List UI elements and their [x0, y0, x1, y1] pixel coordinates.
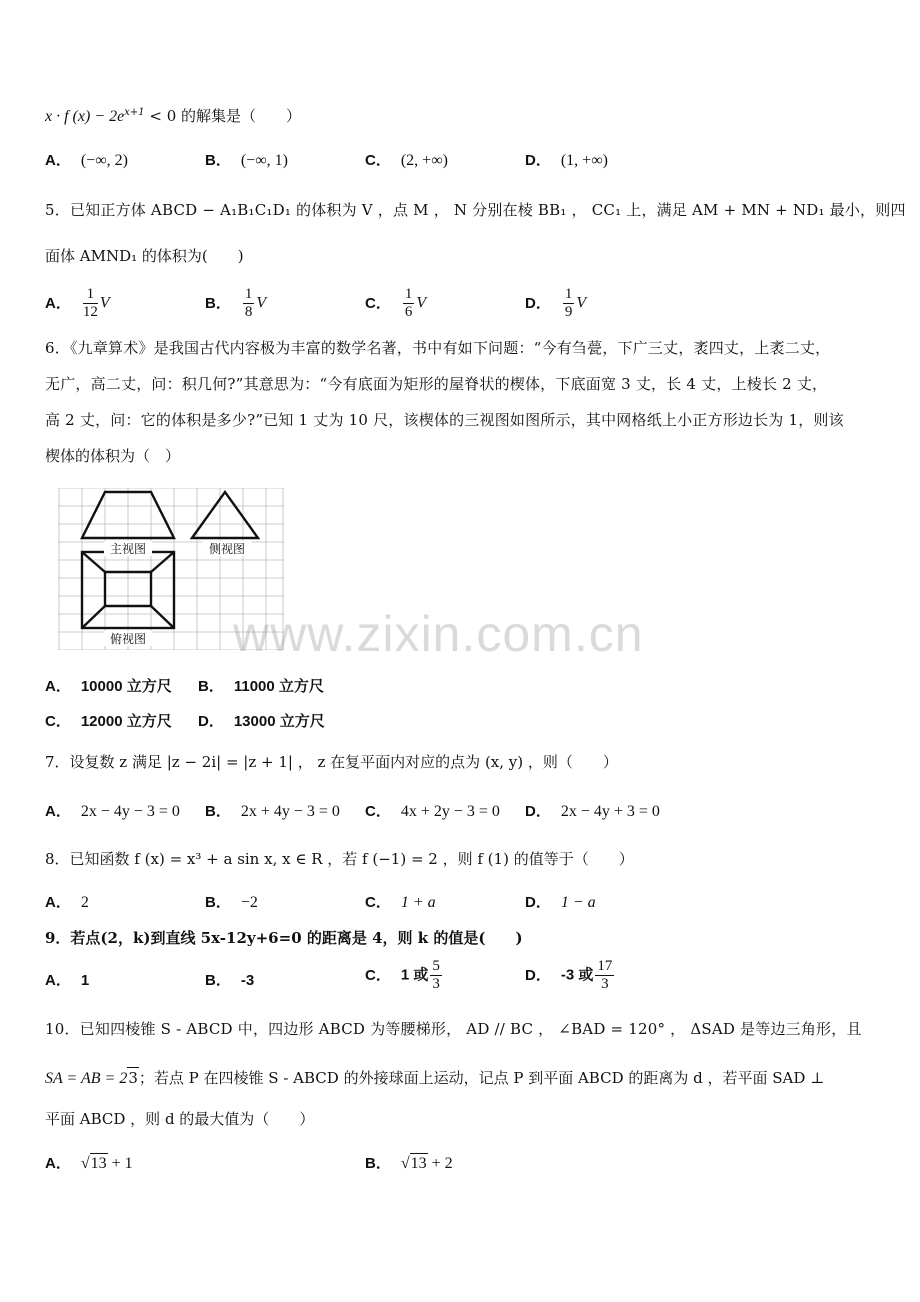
q5-option-c[interactable]	[365, 286, 426, 321]
fraction	[430, 958, 442, 993]
fraction	[563, 286, 575, 321]
option-text: (1, +∞)	[560, 152, 608, 169]
q6-line-3: 高 2 丈，问：它的体积是多少?”已知 1 丈为 10 尺，该楔体的三视图如图所示，其中网格纸上小正方形边长为 1，则该	[45, 411, 844, 429]
q6-option-a[interactable]	[45, 676, 172, 697]
q4-stem	[45, 103, 301, 127]
option-var: V	[256, 294, 267, 312]
fraction	[595, 958, 614, 993]
q4-option-d[interactable]	[525, 150, 608, 171]
option-text: 12000 立方尺	[80, 713, 172, 730]
option-text: 2x − 4y − 3 = 0	[80, 803, 180, 820]
option-label: C．	[365, 894, 391, 911]
option-text: 13000 立方尺	[233, 713, 325, 730]
top-view-label: 俯视图	[109, 632, 147, 646]
q5-line-2: 面体 AMND₁ 的体积为( )	[45, 247, 244, 265]
option-label: C．	[45, 713, 71, 730]
q10-line-2	[45, 1067, 824, 1089]
q10-line-3: 平面 ABCD ，则 d 的最大值为（ ）	[45, 1110, 315, 1128]
q4-stem-sup: x+1	[124, 107, 145, 118]
fraction	[403, 286, 415, 321]
option-text: 1	[80, 972, 90, 989]
option-text: 1 或	[400, 966, 429, 984]
q4-option-a[interactable]	[45, 150, 128, 171]
side-view-label: 侧视图	[208, 542, 246, 556]
q10-option-a[interactable]	[45, 1153, 133, 1174]
q8-option-a[interactable]	[45, 892, 89, 913]
fraction-denominator: 6	[404, 304, 413, 320]
q6-line-2: 无广，高二丈，问：积几何?”其意思为：“今有底面为矩形的屋脊状的楔体，下底面宽 3 丈，长 4 丈，上棱长 2 丈，	[45, 375, 828, 393]
q7-option-b[interactable]	[205, 801, 340, 822]
option-var: V	[416, 294, 427, 312]
option-label: A．	[45, 152, 71, 169]
q5-option-a[interactable]	[45, 286, 110, 321]
option-var: V	[99, 294, 110, 312]
q6-option-d[interactable]	[198, 711, 325, 732]
q9-stem: 9．若点(2，k)到直线 5x-12y+6=0 的距离是 4，则 k 的值是( )	[45, 929, 523, 947]
option-label: B．	[205, 803, 231, 820]
option-label: A．	[45, 678, 71, 695]
option-label: A．	[45, 294, 71, 312]
option-text: 1 + a	[400, 894, 436, 911]
option-label: C．	[365, 803, 391, 820]
q6-option-c[interactable]	[45, 711, 172, 732]
fraction-numerator: 1	[244, 286, 253, 302]
q10-line-2-tail: ；若点 P 在四棱锥 S - ABCD 的外接球面上运动，记点 P 到平面 ABCD 的距离为 d ，若平面 SAD ⊥	[138, 1069, 825, 1087]
fraction-denominator: 8	[244, 304, 253, 320]
fraction-numerator: 1	[83, 286, 98, 304]
fraction-numerator: 1	[564, 286, 573, 302]
fraction-numerator: 1	[404, 286, 413, 302]
option-label: A．	[45, 1155, 71, 1172]
front-view-label: 主视图	[109, 542, 147, 556]
option-label: A．	[45, 803, 71, 820]
q7-option-a[interactable]	[45, 801, 180, 822]
q8-option-b[interactable]	[205, 892, 258, 913]
option-text: 2	[80, 894, 89, 911]
q5-line-1: 5．已知正方体 ABCD − A₁B₁C₁D₁ 的体积为 V ，点 M ， N 分别在棱 BB₁ ， CC₁ 上，满足 AM + MN + ND₁ 最小，则四	[45, 201, 906, 219]
fraction	[243, 286, 255, 321]
q9-option-b[interactable]	[205, 970, 254, 991]
q10-eq: SA = AB = 2	[45, 1070, 128, 1087]
option-text: (−∞, 1)	[240, 152, 288, 169]
option-label: D．	[525, 894, 551, 911]
sqrt-radicand: 13	[410, 1155, 427, 1172]
option-var: V	[576, 294, 587, 312]
option-label: D．	[525, 294, 551, 312]
fraction-numerator: 17	[597, 958, 613, 974]
option-text: 1 − a	[560, 894, 596, 911]
fraction-denominator: 9	[564, 304, 573, 320]
q7-stem: 7．设复数 z 满足 |z − 2i| = |z + 1| ， z 在复平面内对应的点为 (x, y) ，则（ ）	[45, 753, 618, 771]
q6-line-4: 楔体的体积为（ ）	[45, 447, 181, 465]
option-label: A．	[45, 972, 71, 989]
option-label: D．	[525, 152, 551, 169]
option-text: 10000 立方尺	[80, 678, 172, 695]
q4-option-b[interactable]	[205, 150, 288, 171]
q4-stem-math: x · f (x) − 2e	[45, 108, 125, 125]
q8-option-d[interactable]	[525, 892, 596, 913]
option-label: A．	[45, 894, 71, 911]
option-text: + 1	[107, 1155, 133, 1172]
option-label: C．	[365, 152, 391, 169]
fraction-denominator: 3	[601, 976, 609, 992]
q7-option-c[interactable]	[365, 801, 500, 822]
option-text: (2, +∞)	[400, 152, 448, 169]
option-text: -3	[240, 972, 255, 989]
option-text: (−∞, 2)	[80, 152, 128, 169]
option-label: C．	[365, 294, 391, 312]
q4-option-c[interactable]	[365, 150, 448, 171]
q5-option-b[interactable]	[205, 286, 266, 321]
q8-option-c[interactable]	[365, 892, 436, 913]
option-label: B．	[198, 678, 224, 695]
watermark: www.zixin.com.cn	[233, 606, 644, 662]
q4-stem-tail: < 0 的解集是（ ）	[144, 107, 302, 125]
option-label: B．	[365, 1155, 391, 1172]
q9-option-c[interactable]	[365, 958, 444, 993]
q8-stem: 8．已知函数 f (x) = x³ + a sin x, x ∈ R ，若 f (−1) = 2 ，则 f (1) 的值等于（ ）	[45, 850, 634, 868]
side-view-triangle	[192, 492, 258, 538]
option-text: 2x − 4y + 3 = 0	[560, 803, 660, 820]
q9-option-d[interactable]	[525, 958, 616, 993]
option-text: −2	[240, 894, 258, 911]
option-label: D．	[525, 966, 551, 984]
option-text: + 2	[427, 1155, 453, 1172]
option-label: D．	[198, 713, 224, 730]
fraction-denominator: 12	[82, 304, 98, 320]
option-label: B．	[205, 152, 231, 169]
option-text: 4x + 2y − 3 = 0	[400, 803, 500, 820]
q5-option-d[interactable]	[525, 286, 586, 321]
q10-line-1: 10．已知四棱锥 S - ABCD 中，四边形 ABCD 为等腰梯形， AD // BC ， ∠BAD = 120° ， ΔSAD 是等边三角形，且	[45, 1020, 862, 1038]
sqrt-radicand: 3	[128, 1069, 138, 1087]
option-text: -3 或	[560, 966, 594, 984]
q6-option-b[interactable]	[198, 676, 324, 697]
option-label: D．	[525, 803, 551, 820]
fraction-denominator: 3	[432, 976, 440, 992]
q10-option-b[interactable]	[365, 1153, 453, 1174]
sqrt-symbol: √	[80, 1155, 90, 1172]
sqrt-radicand: 13	[90, 1155, 107, 1172]
fraction	[83, 286, 98, 321]
option-label: C．	[365, 966, 391, 984]
q6-line-1: 6．《九章算术》是我国古代内容极为丰富的数学名著，书中有如下问题：“今有刍甍，下广三丈，袤四丈，上袤二丈，	[45, 339, 831, 357]
fraction-numerator: 5	[432, 958, 440, 974]
sqrt-symbol: √	[400, 1155, 410, 1172]
option-label: B．	[205, 294, 231, 312]
option-label: B．	[205, 894, 231, 911]
q7-option-d[interactable]	[525, 801, 660, 822]
option-text: 2x + 4y − 3 = 0	[240, 803, 340, 820]
option-label: B．	[205, 972, 231, 989]
q9-option-a[interactable]	[45, 970, 89, 991]
option-text: 11000 立方尺	[233, 678, 324, 695]
